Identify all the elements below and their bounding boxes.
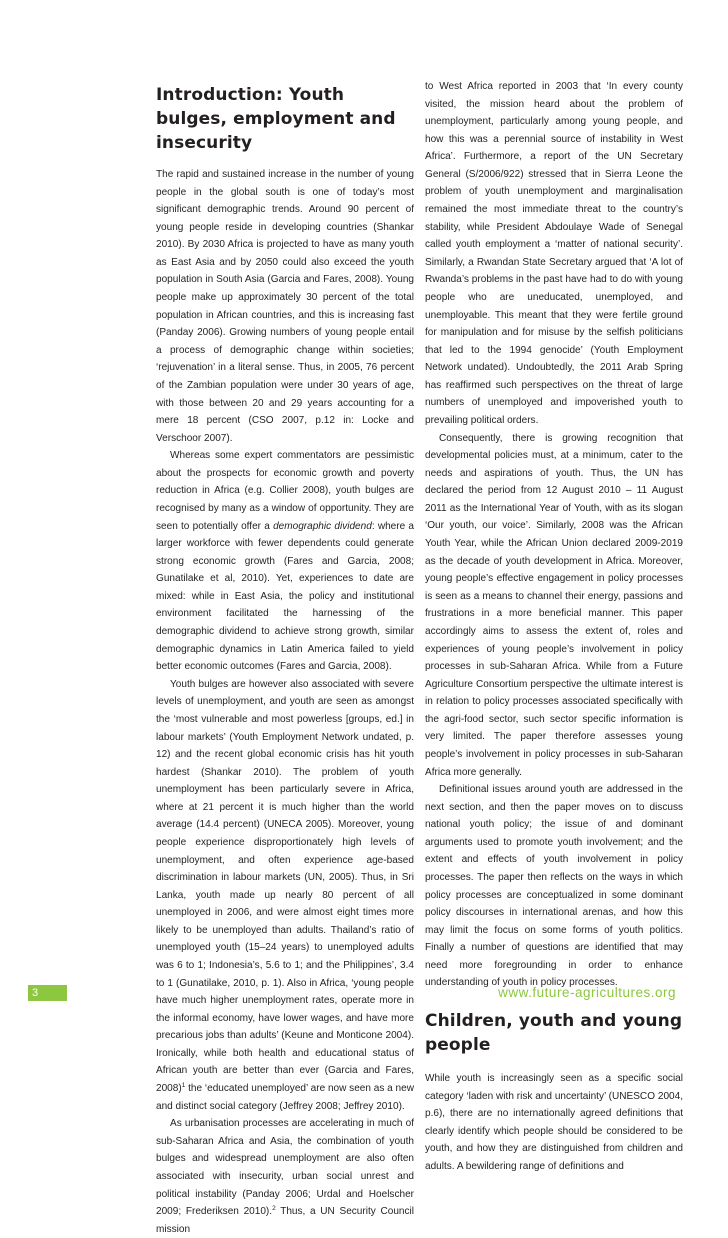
paragraph-7: Definitional issues around youth are addressed in the next section, and then the paper moves on to discuss national youth policy; the issue of and dominant arguments used to promote youth involvement; and the extent and effects of youth involvement in policy processes. The paper then reflects on the ways in which policy processes are conceptualized in some dominant policy discourses in international arenas, and how this may limit the focus on some forms of youth politics. Finally a number of questions are identified that may need more foregrounding in order to enhance understanding of youth in policy processes.: [425, 784, 683, 989]
footer-url-link[interactable]: www.future-agricultures.org: [498, 985, 676, 1000]
paragraph-6: Consequently, there is growing recognition that developmental policies must, at a minimum, cater to the needs and aspirations of youth. Thus, the UN has declared the period from 12 August 2010 – 11 August 2011 as the International Year of Youth, with as its slogan ‘Our youth, our voice’. Similarly, 2008 was the African Youth Year, while the African Union declared 2009-2019 as the decade of youth development in Africa. Moreover, young people’s effective engagement in policy processes is seen as a means to channel their energy, passions and frustrations in a more beneficial manner. This paper accordingly aims to assess the extent of, roles and experiences of young people’s involvement in policy processes in sub-Saharan Africa. While from a Future Agriculture Consortium perspective the ultimate interest is in relation to policy processes associated specifically with the agri-food sector, such sector specific information is very limited. The paper therefore assesses young people’s involvement in policy processes in sub-Saharan Africa more generally.: [425, 432, 683, 778]
section-heading-children-youth: Children, youth and young people: [425, 1011, 683, 1056]
section-heading-introduction: Introduction: Youth bulges, employment and insecurity: [156, 85, 396, 153]
left-column: [156, 78, 414, 1238]
page-number: 3: [32, 987, 39, 999]
paragraph-8: While youth is increasingly seen as a specific social category ‘laden with risk and uncertainty’ (UNESCO 2004, p.6), there are no internationally agreed definitions that clearly identify which people should be considered to be youth, and how they are distinguished from children and adults. A bewildering range of definitions and: [425, 1073, 683, 1172]
right-column: [425, 78, 683, 1176]
footnote-ref-1[interactable]: 1: [181, 1082, 186, 1090]
paragraph-4: As urbanisation processes are accelerating in much of sub-Saharan Africa and Asia, the combination of youth bulges and widespread unemployment are also often associated with insecurity, urban social unrest and political instability (Panday 2006; Urdal and Hoelscher 2009; Frederiksen 2010).$^2$ Thus, a UN Security Council mission: [156, 1118, 414, 1235]
paragraph-2: Whereas some expert commentators are pessimistic about the prospects for economic growth and poverty reduction in Africa (e.g. Collier 2008), youth bulges are recognised by many as a window of opportunity. They are seen to potentially offer a demographic dividend: where a larger workforce with fewer dependents could generate strong economic growth (Fares and Garcia, 2008; Gunatilake et al, 2010). Yet, experiences to date are mixed: while in East Asia, the policy and institutional environment facilitated the harnessing of the demographic dividend to achieve strong growth, similar demographic dynamics in Latin America failed to yield better economic outcomes (Fares and Garcia, 2008).: [156, 450, 415, 673]
emphasis-demographic-dividend: demographic dividend: [273, 520, 372, 532]
paragraph-3: Youth bulges are however also associated with severe levels of unemployment, and youth are seen as amongst the ‘most vulnerable and most powerless [groups, ed.] in labour markets’ (Youth Employment Network undated, p. 12) and the recent global economic crisis has hit youth hardest (Shankar 2010). The problem of youth unemployment has been particularly severe in Africa, where at 21 percent it is much higher than the world average (14.4 percent) (UNECA 2005). Moreover, young people experience disproportionately high levels of unemployment, and often experience age-based discrimination in labour markets (UN, 2005). Thus, in Sri Lanka, youth made up nearly 80 percent of all unemployed in 2006, and were almost eight times more likely to be unemployed than adults. Thailand’s ratio of unemployed youth (15–24 years) to unemployed adults was 6 to 1; Indonesia’s, 5.6 to 1; and the Philippines’, 3.4 to 1 (Gunatilake, 2010, p. 1). Also in Africa, ‘young people have much higher unemployment rates, operate more in the informal economy, have lower wages, and have more precarious jobs than adults’ (Keune and Monticone 2004). Ironically, while both health and educational status of African youth are better than ever (Garcia and Fares, 2008)$^1$ the ‘educated unemployed’ are now seen as a new and distinct social category (Jeffrey 2008; Jeffrey 2010).: [156, 678, 414, 1112]
footnote-ref-2[interactable]: 2: [272, 1205, 276, 1213]
paragraph-1: The rapid and sustained increase in the number of young people in the global south is one of today’s most significant demographic trends. Around 90 percent of young people reside in developing countries (Shankar 2010). By 2030 Africa is projected to have as many youth as East Asia and by 2050 could also exceed the youth population in South Asia (Garcia and Fares, 2008). Young people make up approximately 30 percent of the total population in African countries, and this is increasing fast (Panday 2006). Growing numbers of young people entail a process of demographic change within societies; ‘rejuvenation’ in a literal sense. Thus, in 2005, 76 percent of the Zambian population were under 30 years of age, with those between 20 and 29 years accounting for a mere 18 percent (CSO 2007, p.12 in: Locke and Verschoor 2007).: [156, 169, 414, 444]
paragraph-5: to West Africa reported in 2003 that ‘In every county visited, the mission heard about the problem of unemployment, particularly among young people, and how this was a perennial source of instability in West Africa’. Furthermore, a report of the UN Secretary General (S/2006/922) stressed that in Sierra Leone the problem of youth unemployment and marginalisation remained the most immediate threat to the country’s stability, while President Abdoulaye Wade of Senegal called youth employment a ‘matter of national security’. Similarly, a Rwandan State Secretary argued that ‘A lot of Rwanda’s problems in the past have had to do with young people who are uneducated, unemployed, and unemployable. This meant that they were fertile ground for manipulation and for misuse by the selfish politicians that led to the 1994 genocide’ (Youth Employment Network undated). Undoubtedly, the 2011 Arab Spring has reaffirmed such perspectives on the threat of large numbers of unemployed and impoverished youth to prevailing political orders.: [425, 81, 683, 426]
